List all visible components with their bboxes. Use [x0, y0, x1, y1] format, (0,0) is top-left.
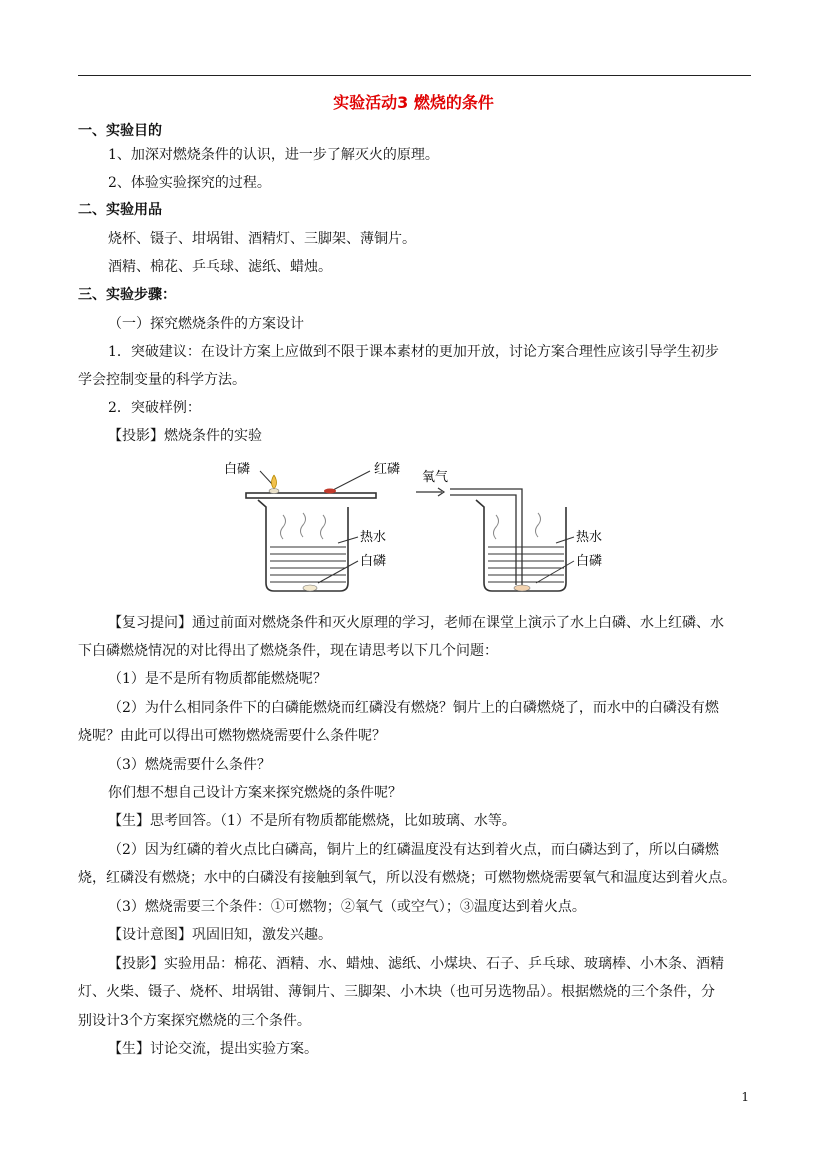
- text-line: 【设计意图】巩固旧知，激发兴趣。: [108, 927, 332, 943]
- text-line: 【生】思考回答。（1）不是所有物质都能燃烧，比如玻璃、水等。: [108, 813, 516, 829]
- text-line: （3）燃烧需要三个条件：①可燃物；②氧气（或空气）；③温度达到着火点。: [108, 899, 586, 915]
- text-line: 酒精、棉花、乒乓球、滤纸、蜡烛。: [108, 259, 332, 275]
- text-line: 【投影】燃烧条件的实验: [108, 428, 262, 444]
- section-heading: 三、实验步骤：: [78, 287, 176, 303]
- header-rule: [78, 75, 751, 76]
- text-line: 灯、火柴、镊子、烧杯、坩埚钳、薄铜片、三脚架、小木块（也可另选物品）。根据燃烧的三个条件，分: [78, 984, 715, 1000]
- label-red-p: 红磷: [374, 462, 401, 477]
- label-white-p: 白磷: [224, 462, 251, 477]
- text-line: 【投影】实验用品：棉花、酒精、水、蜡烛、滤纸、小煤块、石子、乒乓球、玻璃棒、小木条、酒精: [108, 956, 724, 972]
- text-line: 2、体验实验探究的过程。: [108, 175, 271, 191]
- section-heading: 二、实验用品: [78, 202, 162, 218]
- text-line: 烧杯、镊子、坩埚钳、酒精灯、三脚架、薄铜片。: [108, 231, 416, 247]
- text-line: 别设计3个方案探究燃烧的三个条件。: [78, 1013, 311, 1029]
- section-heading: 一、实验目的: [78, 123, 162, 139]
- text-line: （2）为什么相同条件下的白磷能燃烧而红磷没有燃烧？铜片上的白磷燃烧了，而水中的白磷没有燃: [108, 700, 719, 716]
- text-line: （一）探究燃烧条件的方案设计: [108, 316, 304, 332]
- label-hot-water-right: 热水: [576, 530, 603, 545]
- text-line: 1、加深对燃烧条件的认识，进一步了解灭火的原理。: [108, 147, 439, 163]
- text-line: （1）是不是所有物质都能燃烧呢？: [108, 671, 327, 687]
- text-line: 你们想不想自己设计方案来探究燃烧的条件呢？: [108, 785, 402, 801]
- text-line: 1．突破建议：在设计方案上应做到不限于课本素材的更加开放，讨论方案合理性应该引导学生初步: [108, 344, 719, 360]
- page-number: 1: [741, 1090, 749, 1104]
- text-line: 【生】讨论交流，提出实验方案。: [108, 1041, 318, 1057]
- text-line: 【复习提问】通过前面对燃烧条件和灭火原理的学习，老师在课堂上演示了水上白磷、水上红磷、水: [108, 615, 724, 631]
- text-line: （2）因为红磷的着火点比白磷高，铜片上的红磷温度没有达到着火点，而白磷达到了，所以白磷燃: [108, 842, 719, 858]
- label-white-p-water: 白磷: [360, 554, 387, 569]
- text-line: 烧呢？由此可以得出可燃物燃烧需要什么条件呢？: [78, 728, 386, 744]
- text-line: 学会控制变量的科学方法。: [78, 372, 246, 388]
- combustion-experiment-figure: [218, 455, 608, 603]
- text-line: （3）燃烧需要什么条件？: [108, 757, 271, 773]
- text-line: 下白磷燃烧情况的对比得出了燃烧条件，现在请思考以下几个问题：: [78, 643, 498, 659]
- text-line: 2．突破样例：: [108, 400, 201, 416]
- text-line: 烧，红磷没有燃烧；水中的白磷没有接触到氧气，所以没有燃烧；可燃物燃烧需要氧气和温度达到着火点。: [78, 870, 736, 886]
- label-oxygen: 氧气: [422, 470, 449, 485]
- label-hot-water: 热水: [360, 530, 387, 545]
- label-white-p-right: 白磷: [576, 554, 603, 569]
- page-title: 实验活动3 燃烧的条件: [333, 93, 494, 112]
